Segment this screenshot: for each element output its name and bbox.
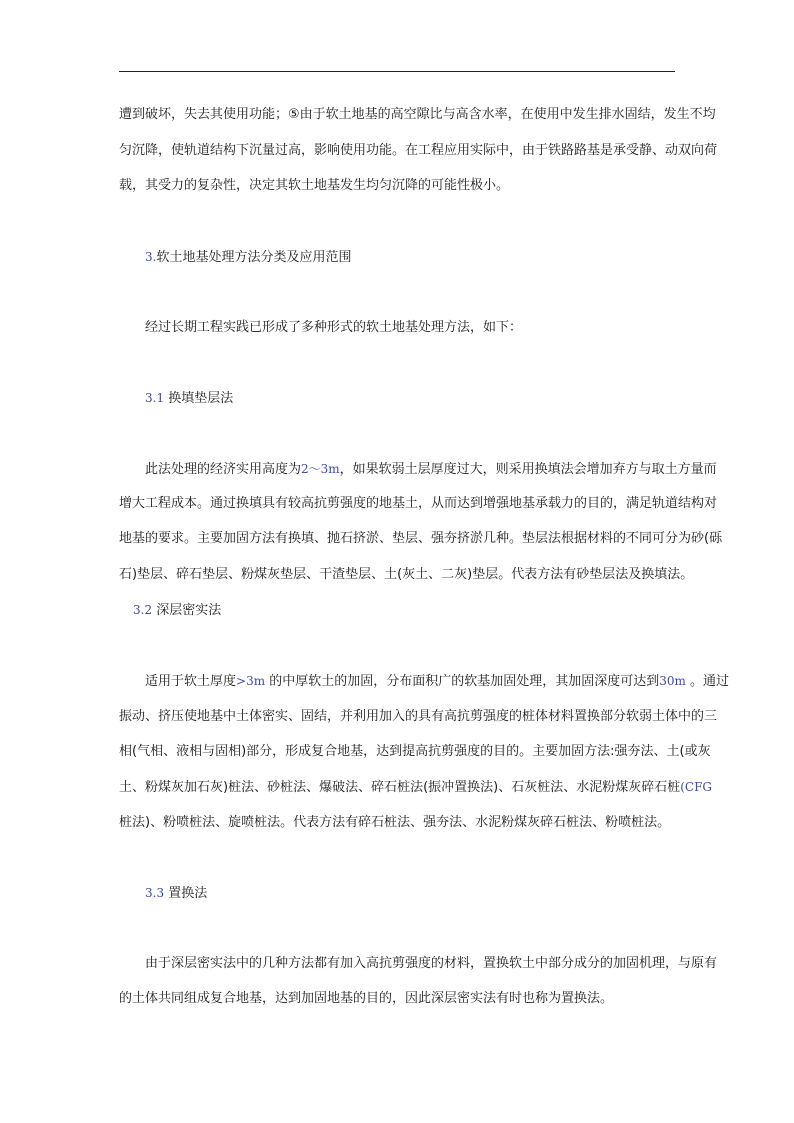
section-number: 3.2 <box>133 603 153 617</box>
paragraph-line: 由于深层密实法中的几种方法都有加入高抗剪强度的材料，置换软土中部分成分的加固机理，与原有 <box>145 956 718 971</box>
paragraph-line <box>119 779 712 796</box>
header-rule <box>119 71 675 72</box>
text-span: 土、粉煤灰加石灰)桩法、砂桩法、爆破法、碎石桩法(振冲置换法)、石灰桩法、水泥粉煤灰碎石桩 <box>119 780 681 795</box>
paragraph-line: 石)垫层、碎石垫层、粉煤灰垫层、干渣垫层、土(灰土、二灰)垫层。代表方法有砂垫层法及换填法。 <box>119 567 694 582</box>
value-span: 30m <box>659 674 686 688</box>
paragraph-line: 载，其受力的复杂性，决定其软土地基发生均匀沉降的可能性极小。 <box>119 178 510 193</box>
text-span: 的中厚软土的加固，分布面积广的软基加固处理，其加固深度可达到 <box>269 674 660 689</box>
section-heading <box>133 602 689 619</box>
text-span: ，如果软弱土层厚度过大，则采用换填法会增加弃方与取土方量而 <box>339 462 717 477</box>
paragraph-line: 桩法)、粉喷桩法、旋喷桩法。代表方法有碎石桩法、强夯法、水泥粉煤灰碎石桩法、粉喷桩法。 <box>119 815 671 830</box>
text-span: 此法处理的经济实用高度为 <box>145 462 302 477</box>
text-span: 。通过 <box>690 674 730 689</box>
section-number: 3.3 <box>145 886 165 900</box>
section-heading <box>145 390 701 407</box>
paragraph-line: 地基的要求。主要加固方法有换填、抛石挤淤、垫层、强夯挤淤几种。垫层法根据材料的不同可分为砂(砾 <box>119 531 723 546</box>
paragraph-line: 遭到破坏，失去其使用功能；⑤由于软土地基的高空隙比与高含水率，在使用中发生排水固结，发生不均 <box>119 107 716 122</box>
paragraph-line: 相(气相、液相与固相)部分，形成复合地基，达到提高抗剪强度的目的。主要加固方法:强夯法、土(或灰 <box>119 744 711 759</box>
section-heading <box>145 885 701 902</box>
value-span: 2～3m <box>301 462 340 476</box>
paragraph-line: 振动、挤压使地基中土体密实、固结，并利用加入的具有高抗剪强度的桩体材料置换部分软弱土体中的三 <box>119 709 718 724</box>
section-heading <box>145 249 701 266</box>
paragraph-line: 增大工程成本。通过换填具有较高抗剪强度的地基土，从而达到增强地基承载力的目的，满足轨道结构对 <box>119 496 718 511</box>
text-span: 适用于软土厚度 <box>145 674 237 689</box>
section-title: 深层密实法 <box>156 603 222 618</box>
section-title: 软土地基处理方法分类及应用范围 <box>156 250 352 265</box>
value-span: >3m <box>236 674 266 688</box>
paragraph-line: 匀沉降，使轨道结构下沉量过高，影响使用功能。在工程应用实际中，由于铁路路基是承受静、动双向荷 <box>119 143 718 158</box>
section-title: 换填垫层法 <box>168 391 234 406</box>
paragraph-line <box>145 673 730 690</box>
section-number: 3.1 <box>145 391 165 405</box>
paragraph-line <box>145 461 717 478</box>
intro-text: 经过长期工程实践已形成了多种形式的软土地基处理方法，如下： <box>145 320 523 335</box>
section-title: 置换法 <box>168 886 208 901</box>
paragraph-line: 的土体共同组成复合地基，达到加固地基的目的，因此深层密实法有时也称为置换法。 <box>119 991 614 1006</box>
value-span: (CFG <box>680 780 712 794</box>
section-number: 3. <box>145 250 157 264</box>
